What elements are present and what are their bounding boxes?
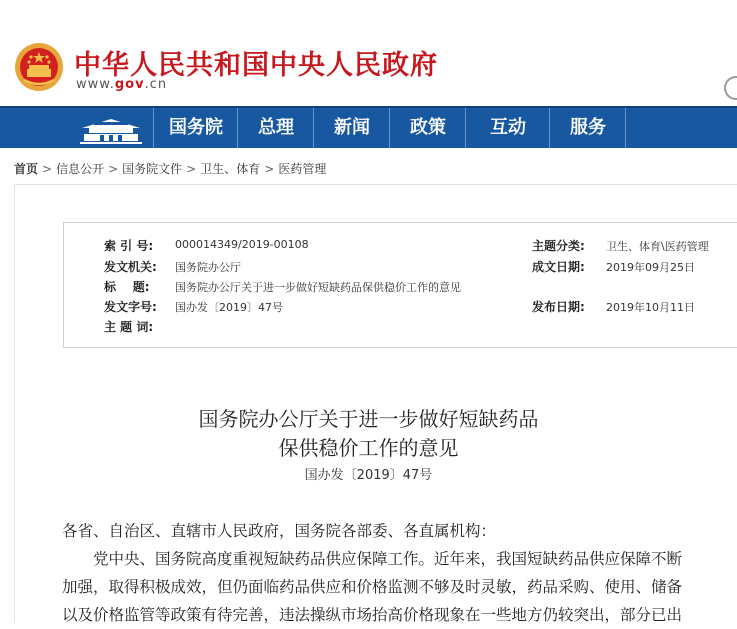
breadcrumb-health-sports[interactable]: 卫生、体育: [200, 162, 261, 176]
breadcrumb-separator: >: [186, 162, 197, 176]
title-value: 国务院办公厅关于进一步做好短缺药品保供稳价工作的意见: [175, 281, 461, 294]
tiananmen-icon[interactable]: [70, 108, 152, 148]
main-nav: [0, 106, 737, 148]
document-title: [0, 405, 737, 463]
breadcrumb-separator: >: [264, 162, 275, 176]
date-label: 成文日期:: [532, 260, 585, 274]
nav-item-state-council[interactable]: 国务院: [153, 108, 238, 148]
document-title-line-2: 保供稳价工作的意见: [278, 436, 459, 460]
pubdate-label: 发布日期:: [532, 300, 585, 314]
document-metadata-table: [63, 222, 737, 348]
breadcrumb-state-council-docs[interactable]: 国务院文件: [122, 162, 183, 176]
url-suffix: .cn: [144, 77, 168, 92]
docno-value: 国办发〔2019〕47号: [175, 301, 283, 314]
subject-value: 卫生、体育\医药管理: [606, 240, 709, 253]
site-header: [0, 0, 737, 106]
index-label: 索 引 号:: [104, 239, 154, 253]
url-domain: gov: [114, 77, 145, 92]
document-body: [62, 517, 737, 629]
title-label: 标 题:: [104, 280, 150, 294]
body-line: 党中央、国务院高度重视短缺药品供应保障工作。近年来，我国短缺药品供应保障不断: [93, 550, 683, 568]
breadcrumb-home[interactable]: 首页: [14, 162, 39, 176]
site-url[interactable]: [76, 77, 167, 92]
nav-item-policy[interactable]: 政策: [389, 108, 466, 148]
document-title-line-1: 国务院办公厅关于进一步做好短缺药品: [198, 407, 539, 431]
index-value: 000014349/2019-00108: [175, 238, 309, 251]
keywords-label: 主 题 词:: [104, 320, 154, 334]
url-prefix: www.: [76, 77, 115, 92]
docno-label: 发文字号:: [104, 300, 157, 314]
issuer-label: 发文机关:: [104, 260, 157, 274]
nav-item-interaction[interactable]: 互动: [465, 108, 550, 148]
national-emblem-icon[interactable]: [14, 42, 64, 92]
nav-item-news[interactable]: 新闻: [313, 108, 390, 148]
body-line: 加强，取得积极成效，但仍面临药品供应和价格监测不够及时灵敏，药品采购、使用、储备: [62, 578, 683, 596]
date-value: 2019年09月25日: [606, 261, 695, 274]
breadcrumb-separator: >: [42, 162, 53, 176]
breadcrumb: [14, 160, 326, 177]
breadcrumb-medicine-management[interactable]: 医药管理: [278, 162, 327, 176]
subject-label: 主题分类:: [532, 239, 585, 253]
nav-item-more[interactable]: [625, 108, 737, 148]
nav-item-premier[interactable]: 总理: [237, 108, 314, 148]
pubdate-value: 2019年10月11日: [606, 301, 695, 314]
document-number: 国办发〔2019〕47号: [304, 468, 433, 483]
issuer-value: 国务院办公厅: [175, 261, 241, 274]
breadcrumb-info-public[interactable]: 信息公开: [56, 162, 105, 176]
nav-item-services[interactable]: 服务: [549, 108, 626, 148]
breadcrumb-separator: >: [108, 162, 119, 176]
salutation: 各省、自治区、直辖市人民政府，国务院各部委、各直属机构：: [62, 522, 497, 540]
search-icon[interactable]: [724, 76, 737, 100]
site-title[interactable]: 中华人民共和国中央人民政府: [74, 50, 438, 81]
body-line: 以及价格监管等政策有待完善，违法操纵市场抬高价格现象在一些地方仍较突出，部分已出: [62, 606, 683, 624]
